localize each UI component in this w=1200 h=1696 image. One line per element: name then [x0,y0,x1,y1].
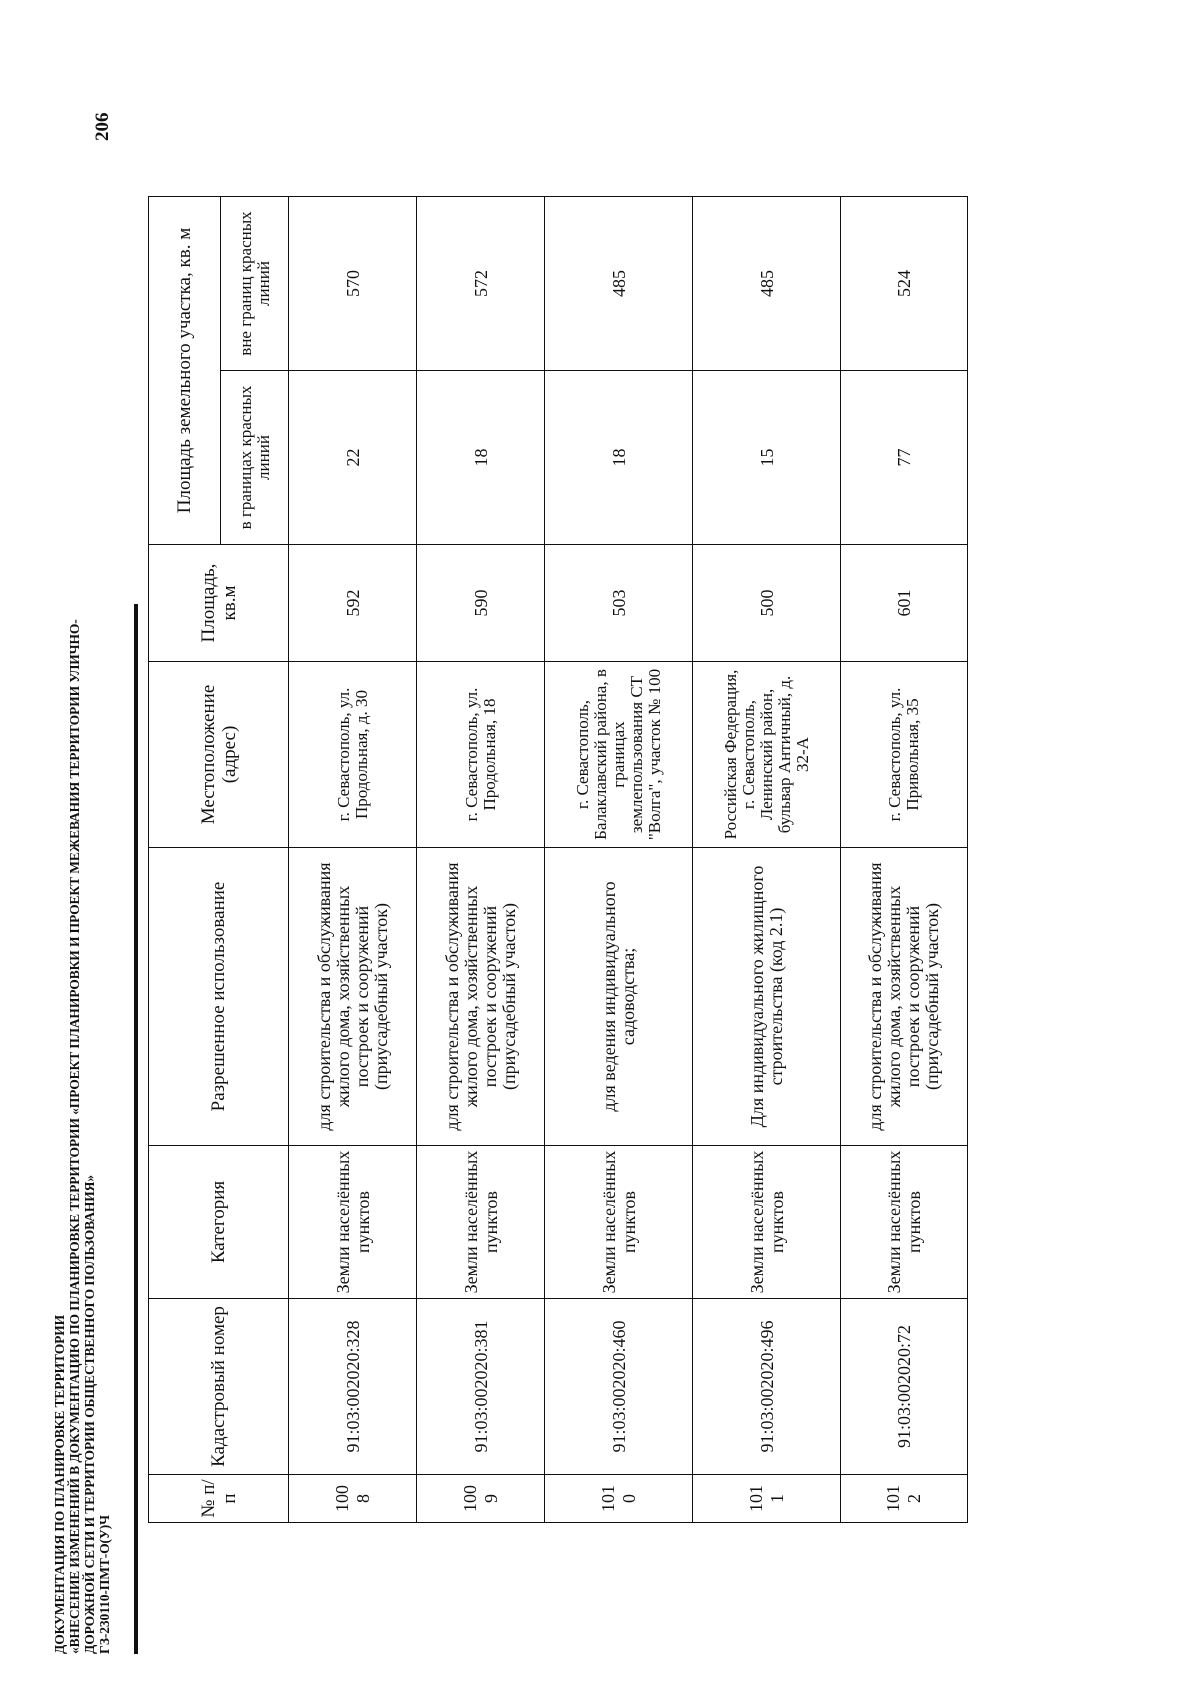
cell-cadastral: 91:03:002020:328 [289,1299,417,1475]
land-plots-table [148,196,968,1523]
table-row [289,197,417,1523]
row-number: 1009 [459,1485,501,1512]
table-row [841,197,968,1523]
header-line: «ВНЕСЕНИЕ ИЗМЕНЕНИЙ В ДОКУМЕНТАЦИЮ ПО ПЛАНИРОВКЕ ТЕРРИТОРИИ «ПРОЕКТ ПЛАНИРОВКИ И ПРОЕКТ МЕЖЕВАНИЯ ТЕРРИТОРИИ УЛИЧНО- [67,619,82,1654]
cell-category: Земли населённых пунктов [417,1146,545,1299]
cell-num [841,1475,968,1523]
cell-num [545,1475,693,1523]
cell-address: г. Севастополь, ул. Привольная, 35 [841,662,968,848]
cell-area: 601 [841,545,968,662]
cell-inside: 18 [417,371,545,545]
header-line: ГЗ-230110-ПМТ-О(У)Ч [97,1515,112,1654]
header-divider [134,604,138,1654]
table-row [417,197,545,1523]
table-row [545,197,693,1523]
cell-cadastral: 91:03:002020:72 [841,1299,968,1475]
cell-use: для ведения индивидуального садоводства; [545,848,693,1146]
cell-category: Земли населённых пунктов [841,1146,968,1299]
cell-outside: 572 [417,197,545,371]
cell-category: Земли населённых пунктов [545,1146,693,1299]
col-header-category: Категория [149,1146,289,1299]
cell-inside: 18 [545,371,693,545]
col-header-cadastral: Кадастровый номер [149,1299,289,1475]
cell-area: 500 [693,545,841,662]
col-header-address: Местоположение (адрес) [149,662,289,848]
cell-cadastral: 91:03:002020:381 [417,1299,545,1475]
col-header-num: № п/п [149,1475,289,1523]
header-line: ДОРОЖНОЙ СЕТИ И ТЕРРИТОРИИ ОБЩЕСТВЕННОГО ПОЛЬЗОВАНИЯ» [82,1175,97,1654]
cell-outside: 570 [289,197,417,371]
cell-category: Земли населённых пунктов [693,1146,841,1299]
cell-area: 503 [545,545,693,662]
cell-area: 590 [417,545,545,662]
col-header-area: Площадь, кв.м [149,545,289,662]
document-header [52,554,112,1654]
cell-area: 592 [289,545,417,662]
cell-outside: 485 [693,197,841,371]
cell-use: Для индивидуального жилищного строительства (код 2.1) [693,848,841,1146]
col-header-outside-red-lines: вне границ красных линий [221,197,289,371]
cell-use: для строительства и обслуживания жилого дома, хозяйственных построек и сооружений (приусадебный участок) [417,848,545,1146]
cell-category: Земли населённых пунктов [289,1146,417,1299]
cell-num [417,1475,545,1523]
cell-address: г. Севастополь, Балаклавский района, в границах землепользования СТ "Волга", участок № 100 [545,662,693,848]
cell-inside: 15 [693,371,841,545]
col-header-use: Разрешенное использование [149,848,289,1146]
page-number: 206 [92,112,113,141]
cell-outside: 524 [841,197,968,371]
table-row [693,197,841,1523]
cell-cadastral: 91:03:002020:460 [545,1299,693,1475]
cell-num [693,1475,841,1523]
row-number: 1008 [331,1485,373,1512]
cell-outside: 485 [545,197,693,371]
col-header-inside-red-lines: в границах красных линий [221,371,289,545]
row-number: 1012 [883,1485,924,1512]
cell-address: г. Севастополь, ул. Продольная, д. 30 [289,662,417,848]
cell-use: для строительства и обслуживания жилого дома, хозяйственных построек и сооружений (приусадебный участок) [289,848,417,1146]
cell-use: для строительства и обслуживания жилого дома, хозяйственных построек и сооружений (приусадебный участок) [841,848,968,1146]
cell-num [289,1475,417,1523]
cell-address: Российская Федерация, г. Севастополь, Ленинский район, бульвар Античный, д. 32-А [693,662,841,848]
cell-inside: 22 [289,371,417,545]
cell-cadastral: 91:03:002020:496 [693,1299,841,1475]
header-line: ДОКУМЕНТАЦИЯ ПО ПЛАНИРОВКЕ ТЕРРИТОРИИ [52,1314,67,1654]
row-number: 1010 [597,1485,639,1512]
row-number: 1011 [745,1485,787,1512]
col-header-land-area-group: Площадь земельного участка, кв. м [149,197,221,545]
cell-inside: 77 [841,371,968,545]
cell-address: г. Севастополь, ул. Продольная, 18 [417,662,545,848]
